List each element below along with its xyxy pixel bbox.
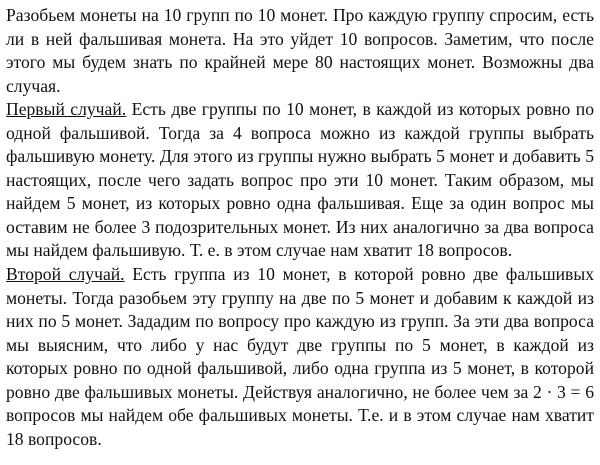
- case-two-text: Есть группа из 10 монет, в которой ровно две фальшивых монеты. Тогда разобьем эту группу на две по 5 монет и добавим к каждой из них по 5 монет. Зададим по вопросу про каждую из групп. За эти два вопроса мы выясним, что либо у нас будут две группы по 5 монет, в каждой из которых ровно по одной фальшивой, либо одна группа из 5 монет, в которой ровно две фальшивых монеты. Действуя аналогично, не более чем за 2 · 3 = 6 вопросов мы найдем обе фальшивых монеты. Т.е. и в этом случае нам хватит 18 вопросов.: [6, 264, 594, 449]
- case-one-paragraph: [6, 98, 594, 263]
- case-two-label: Второй случай.: [6, 264, 125, 285]
- case-one-text: Есть две группы по 10 монет, в каждой из которых ровно по одной фальшивой. Тогда за 4 вопроса можно из каждой группы выбрать фальшивую монету. Для этого из группы нужно выбрать 5 монет и добавить 5 настоящих, после чего задать вопрос про эти 10 монет. Таким образом, мы найдем 5 монет, из которых ровно одна фальшивая. Еще за один вопрос мы оставим не более 3 подозрительных монет. Из них аналогично за два вопроса мы найдем фальшивую. Т. е. в этом случае нам хватит 18 вопросов.: [6, 99, 594, 261]
- case-two-paragraph: [6, 263, 594, 451]
- intro-paragraph: Разобьем монеты на 10 групп по 10 монет. Про каждую группу спросим, есть ли в ней фальшивая монета. На это уйдет 10 вопросов. Заметим, что после этого мы будем знать по крайней мере 80 настоящих монет. Возможны два случая.: [6, 5, 594, 96]
- case-one-label: Первый случай.: [6, 99, 127, 120]
